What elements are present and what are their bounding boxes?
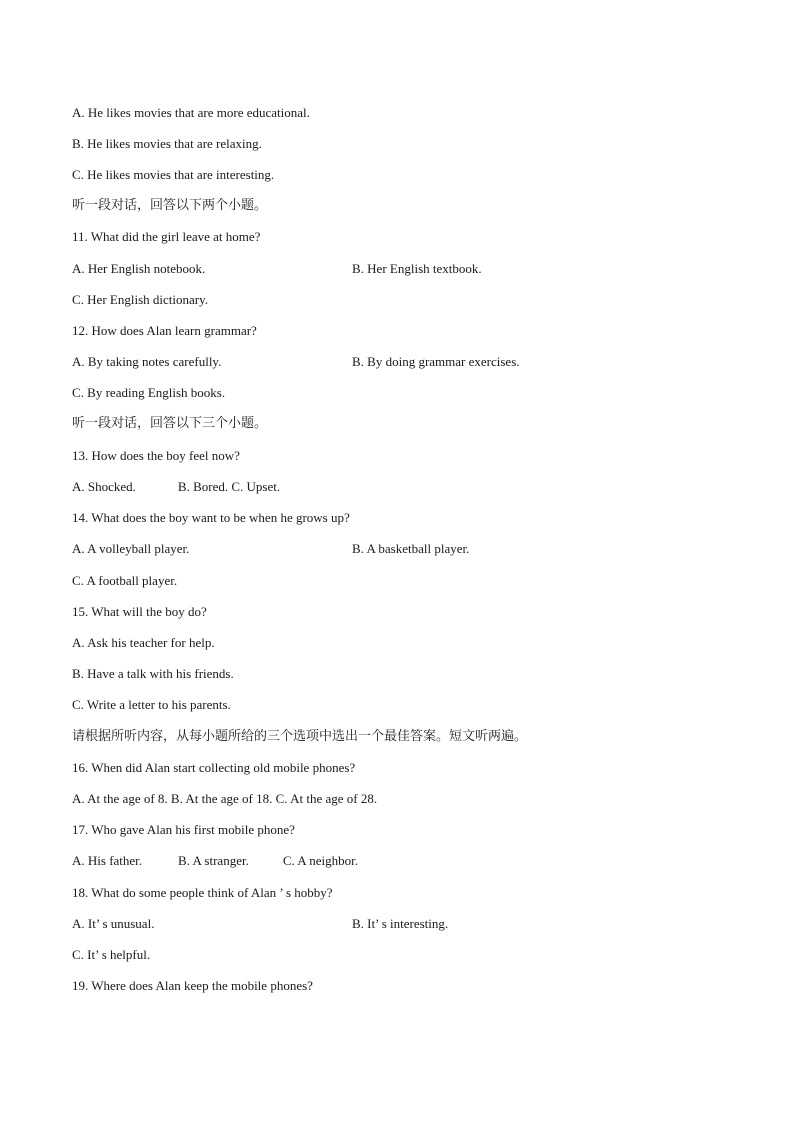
- option-text: C. He likes movies that are interesting.: [72, 167, 275, 182]
- option-text: B. A basketball player.: [352, 541, 470, 556]
- option-text: [72, 853, 358, 869]
- section-instruction: 请根据所听内容，从每小题所给的三个选项中选出一个最佳答案。短文听两遍。: [72, 729, 528, 744]
- question-13: 13. How does the boy feel now?: [72, 448, 240, 463]
- option-text: B. Her English textbook.: [352, 261, 482, 276]
- option-c: C. A neighbor.: [282, 853, 358, 868]
- question-14: 14. What does the boy want to be when he grows up?: [72, 510, 350, 525]
- question-12: 12. How does Alan learn grammar?: [72, 323, 257, 338]
- option-text: C. By reading English books.: [72, 385, 226, 400]
- question-18: 18. What do some people think of Alan ’ s hobby?: [72, 885, 333, 900]
- option-a: A. Shocked.: [72, 479, 136, 494]
- option-text: B. Have a talk with his friends.: [72, 666, 234, 681]
- option-text: A. It’ s unusual.: [72, 916, 155, 931]
- option-text: C. It’ s helpful.: [72, 947, 151, 962]
- option-a: A. His father.: [72, 853, 143, 868]
- option-text: C. A football player.: [72, 573, 178, 588]
- option-text: [72, 479, 280, 495]
- question-15: 15. What will the boy do?: [72, 604, 207, 619]
- option-text: A. A volleyball player.: [72, 541, 190, 556]
- option-text: B. It’ s interesting.: [352, 916, 449, 931]
- option-bc: B. Bored. C. Upset.: [177, 479, 281, 494]
- section-instruction: 听一段对话，回答以下两个小题。: [72, 198, 268, 213]
- option-text: B. He likes movies that are relaxing.: [72, 136, 262, 151]
- option-text: A. Her English notebook.: [72, 261, 206, 276]
- option-b: B. A stranger.: [178, 853, 249, 868]
- question-17: 17. Who gave Alan his first mobile phone?: [72, 822, 295, 837]
- option-text: A. He likes movies that are more educational.: [72, 105, 310, 120]
- question-11: 11. What did the girl leave at home?: [72, 229, 261, 244]
- option-text: C. Her English dictionary.: [72, 292, 208, 307]
- question-19: 19. Where does Alan keep the mobile phones?: [72, 978, 313, 993]
- option-text: B. By doing grammar exercises.: [352, 354, 520, 369]
- option-text: C. Write a letter to his parents.: [72, 697, 231, 712]
- option-text: A. At the age of 8. B. At the age of 18. C. At the age of 28.: [72, 791, 378, 806]
- option-text: A. Ask his teacher for help.: [72, 635, 215, 650]
- section-instruction: 听一段对话，回答以下三个小题。: [72, 416, 268, 431]
- option-text: A. By taking notes carefully.: [72, 354, 222, 369]
- question-16: 16. When did Alan start collecting old mobile phones?: [72, 760, 356, 775]
